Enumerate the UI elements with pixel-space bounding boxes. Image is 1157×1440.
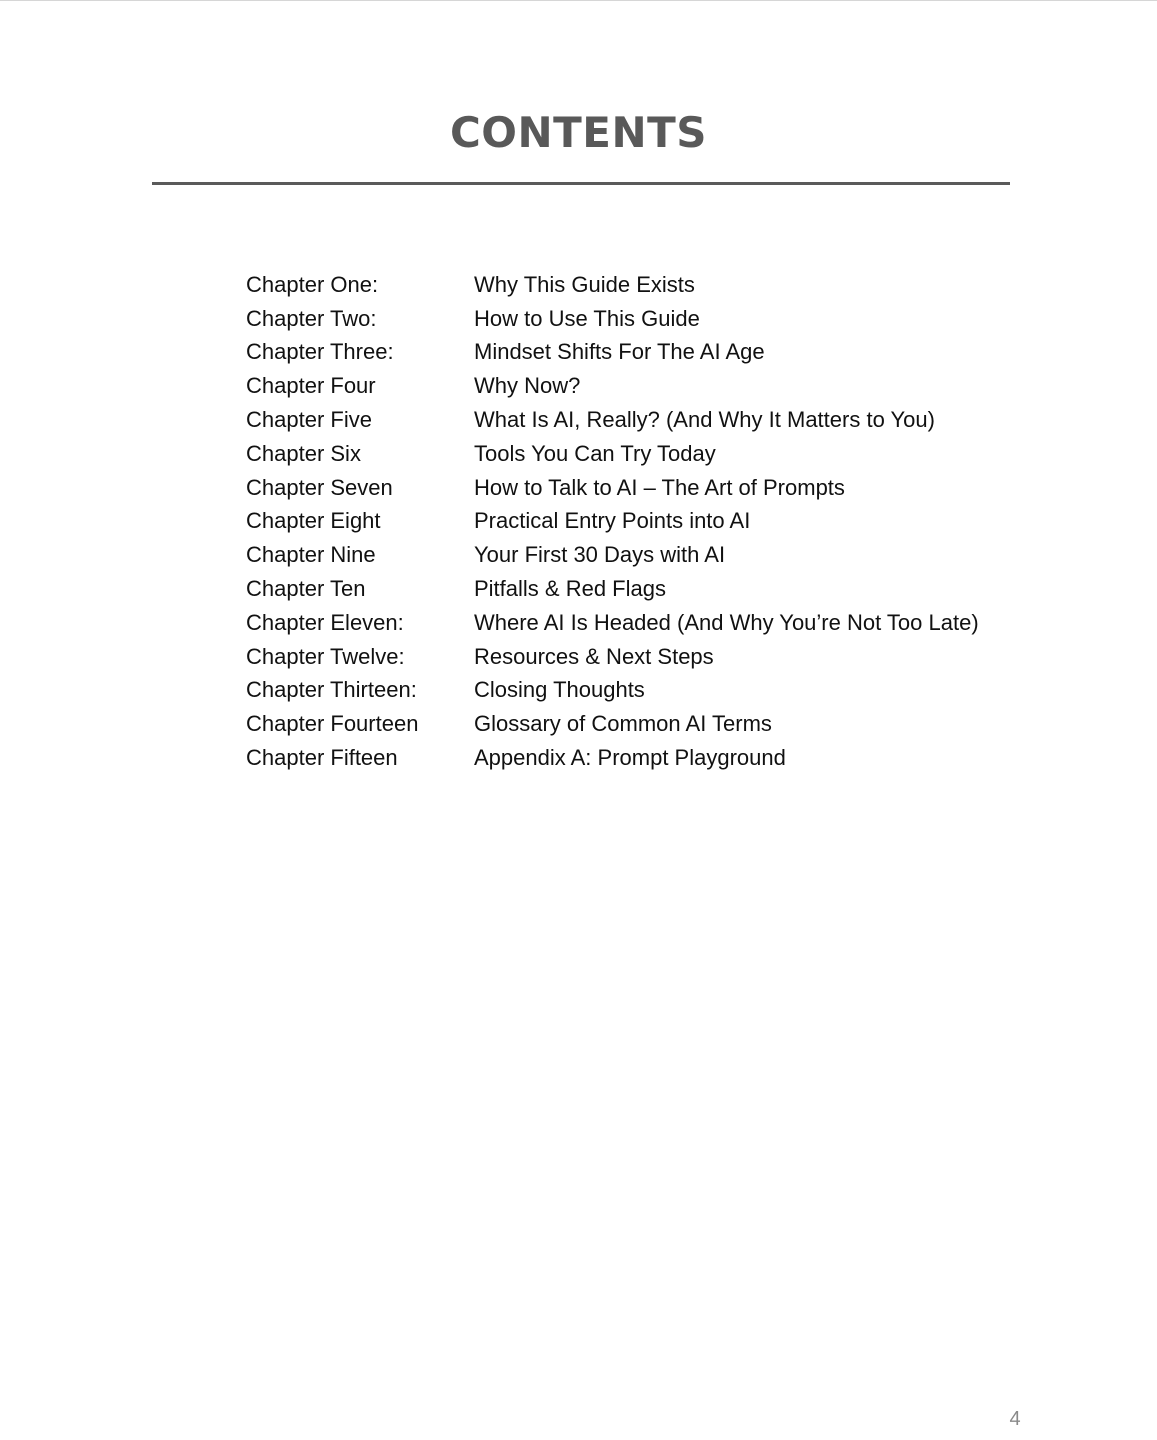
toc-row bbox=[246, 741, 1036, 775]
chapter-title: Why Now? bbox=[474, 373, 581, 399]
chapter-label: Chapter Five bbox=[246, 407, 372, 433]
chapter-title: Mindset Shifts For The AI Age bbox=[474, 339, 765, 365]
toc-row bbox=[246, 505, 1036, 539]
chapter-title: Glossary of Common AI Terms bbox=[474, 711, 772, 737]
chapter-title: Where AI Is Headed (And Why You’re Not Too Late) bbox=[474, 609, 979, 635]
chapter-title: Your First 30 Days with AI bbox=[474, 542, 726, 568]
toc-row bbox=[246, 369, 1036, 403]
toc-row bbox=[246, 437, 1036, 471]
toc-row bbox=[246, 640, 1036, 674]
chapter-label: Chapter Nine bbox=[246, 542, 376, 568]
chapter-title: Practical Entry Points into AI bbox=[474, 508, 751, 534]
title-divider bbox=[152, 182, 1010, 185]
chapter-label: Chapter Thirteen: bbox=[246, 677, 417, 703]
toc-row bbox=[246, 707, 1036, 741]
toc-row bbox=[246, 471, 1036, 505]
chapter-label: Chapter Three: bbox=[246, 339, 394, 365]
toc-row bbox=[246, 572, 1036, 606]
chapter-label: Chapter Eight bbox=[246, 508, 381, 534]
chapter-label: Chapter Ten bbox=[246, 576, 366, 602]
toc-row bbox=[246, 302, 1036, 336]
chapter-title: Closing Thoughts bbox=[474, 677, 645, 703]
chapter-label: Chapter Fifteen bbox=[246, 745, 398, 771]
chapter-label: Chapter Four bbox=[246, 373, 376, 399]
chapter-label: Chapter Twelve: bbox=[246, 643, 405, 669]
chapter-label: Chapter Fourteen bbox=[246, 711, 419, 737]
chapter-title: How to Use This Guide bbox=[474, 305, 700, 331]
chapter-title: Appendix A: Prompt Playground bbox=[474, 745, 786, 771]
chapter-title: How to Talk to AI – The Art of Prompts bbox=[474, 474, 845, 500]
page-number: 4 bbox=[1009, 1408, 1021, 1430]
table-of-contents bbox=[246, 268, 1036, 775]
toc-row bbox=[246, 336, 1036, 370]
chapter-title: Pitfalls & Red Flags bbox=[474, 576, 666, 602]
chapter-title: What Is AI, Really? (And Why It Matters to You) bbox=[474, 407, 935, 433]
page-title: CONTENTS bbox=[449, 108, 708, 157]
toc-row bbox=[246, 538, 1036, 572]
toc-row bbox=[246, 268, 1036, 302]
chapter-label: Chapter One: bbox=[246, 271, 379, 297]
toc-row bbox=[246, 403, 1036, 437]
chapter-title: Why This Guide Exists bbox=[474, 271, 695, 297]
chapter-label: Chapter Six bbox=[246, 440, 361, 466]
chapter-title: Resources & Next Steps bbox=[474, 643, 714, 669]
top-border bbox=[0, 0, 1157, 1]
toc-row bbox=[246, 674, 1036, 708]
chapter-label: Chapter Eleven: bbox=[246, 609, 404, 635]
toc-row bbox=[246, 606, 1036, 640]
chapter-label: Chapter Seven bbox=[246, 474, 393, 500]
chapter-title: Tools You Can Try Today bbox=[474, 440, 716, 466]
chapter-label: Chapter Two: bbox=[246, 305, 377, 331]
